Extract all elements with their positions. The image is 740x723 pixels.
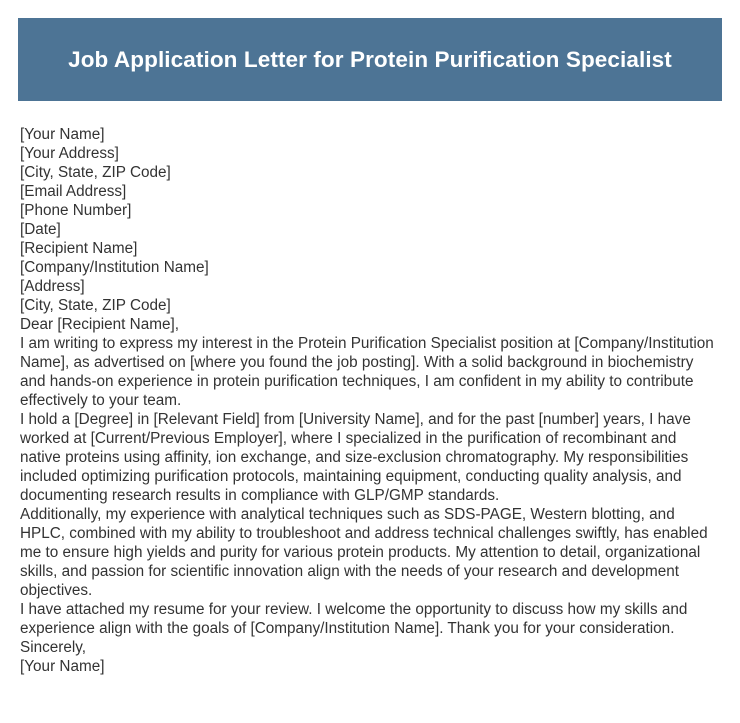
letter-line-your-address: [Your Address] xyxy=(20,145,119,162)
letter-line-city-state-zip: [City, State, ZIP Code] xyxy=(20,164,171,181)
letter-line-company-name: [Company/Institution Name] xyxy=(20,259,209,276)
letter-line-email-address: [Email Address] xyxy=(20,183,127,200)
letter-line-your-name: [Your Name] xyxy=(20,126,105,143)
letter-paragraph-closing-request: I have attached my resume for your review. I welcome the opportunity to discuss how my skills and experience align with the goals of [Company/Institution Name]. Thank you for your consideration. xyxy=(20,601,688,637)
letter-paragraph-intro: I am writing to express my interest in the Protein Purification Specialist position at [Company/Institution Name], as advertised on [where you found the job posting]. With a solid background in biochemistry and hands-on experience in protein purification techniques, I am confident in my ability to contribute effectively to your team. xyxy=(20,335,714,409)
page-title: Job Application Letter for Protein Purification Specialist xyxy=(68,47,672,72)
letter-paragraph-skills: Additionally, my experience with analytical techniques such as SDS-PAGE, Western blotting, and HPLC, combined with my ability to troubleshoot and address technical challenges swiftly, has enabled me to ensure high yields and purity for various protein products. My attention to detail, organizational skills, and passion for scientific innovation align with the needs of your research and development objectives. xyxy=(20,506,708,599)
letter-line-address: [Address] xyxy=(20,278,85,295)
letter-salutation: Dear [Recipient Name], xyxy=(20,316,179,333)
letter-line-date: [Date] xyxy=(20,221,61,238)
letter-body xyxy=(0,101,740,676)
letter-signature-name: [Your Name] xyxy=(20,658,105,675)
document-header-banner xyxy=(18,18,722,101)
letter-line-recipient-name: [Recipient Name] xyxy=(20,240,138,257)
letter-closing-sincerely: Sincerely, xyxy=(20,639,87,656)
letter-paragraph-background: I hold a [Degree] in [Relevant Field] from [University Name], and for the past [number] years, I have worked at [Current/Previous Employer], where I specialized in the purification of recombinant and native proteins using affinity, ion exchange, and size-exclusion chromatography. My responsibilities included optimizing purification protocols, maintaining equipment, conducting quality analysis, and documenting research results in compliance with GLP/GMP standards. xyxy=(20,411,691,504)
letter-line-phone-number: [Phone Number] xyxy=(20,202,132,219)
letter-line-recipient-city-state-zip: [City, State, ZIP Code] xyxy=(20,297,171,314)
document-page xyxy=(0,18,740,723)
